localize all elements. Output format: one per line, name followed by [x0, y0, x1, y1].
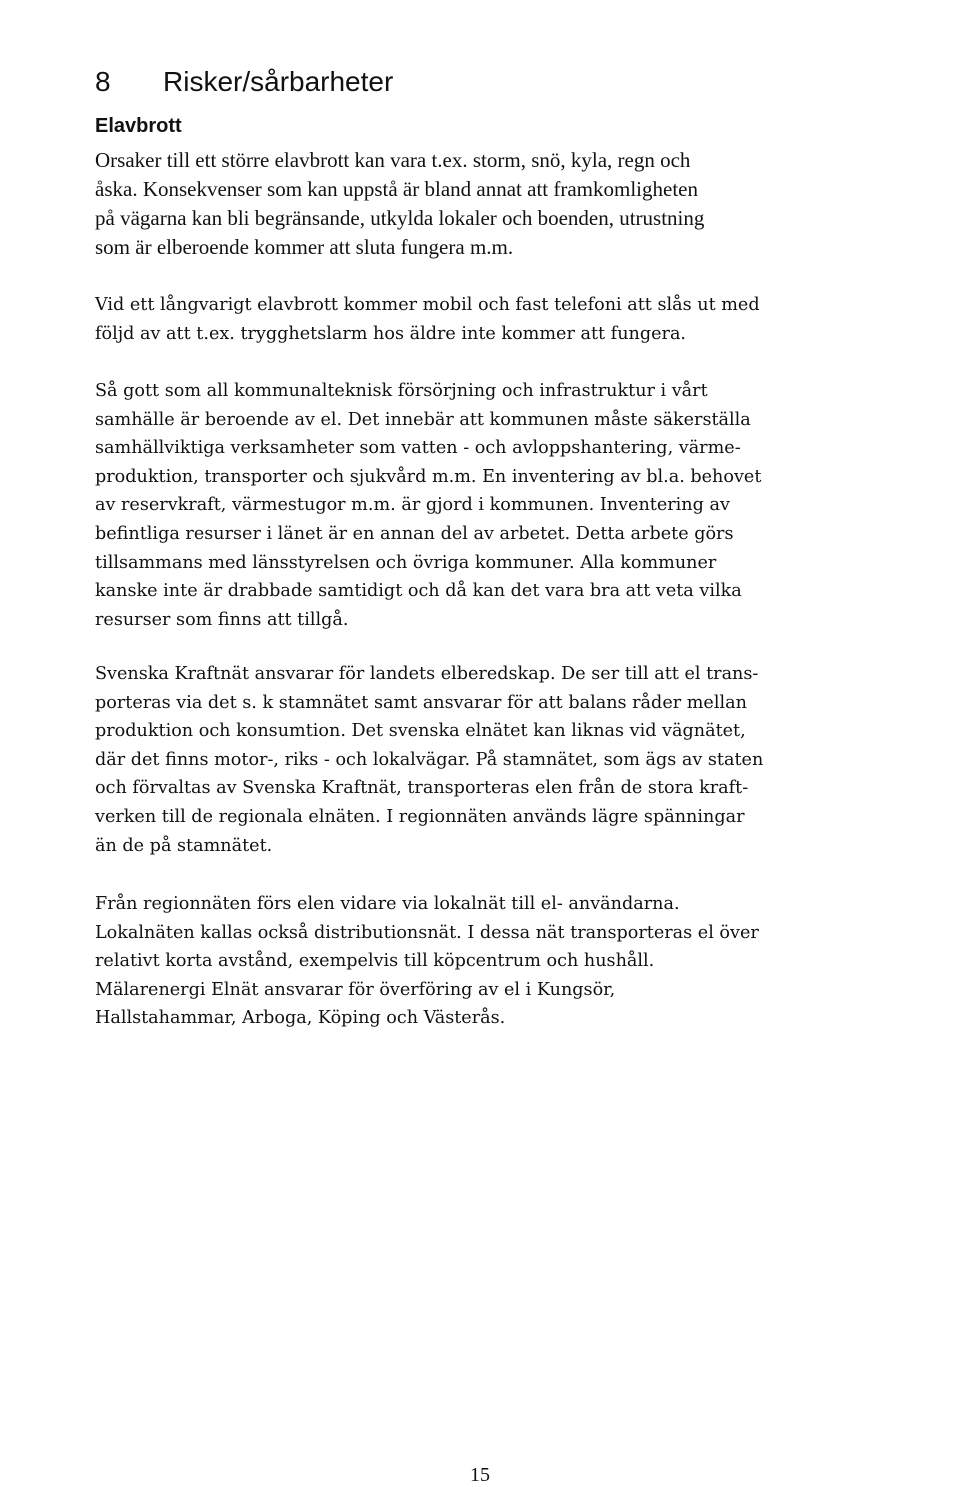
text-line: befintliga resurser i länet är en annan del av arbetet. Detta arbete görs: [95, 523, 734, 544]
text-line: av reservkraft, värmestugor m.m. är gjord i kommunen. Inventering av: [95, 495, 730, 516]
text-line: samhällviktiga verksamheter som vatten - och avloppshantering, värme-: [95, 438, 741, 459]
text-line: Mälarenergi Elnät ansvarar för överföring av el i Kungsör,: [95, 979, 616, 1000]
text-line: Orsaker till ett större elavbrott kan vara t.ex. storm, snö, kyla, regn och: [95, 148, 691, 172]
page-number: 15: [470, 1464, 490, 1486]
section-heading: Elavbrott: [95, 115, 182, 137]
text-line: Hallstahammar, Arboga, Köping och Västerås.: [95, 1008, 506, 1029]
text-line: som är elberoende kommer att sluta fungera m.m.: [95, 235, 514, 259]
paragraph-infrastructure: [95, 377, 865, 634]
text-line: än de på stamnätet.: [95, 835, 273, 856]
paragraph-local-network: [95, 890, 865, 1033]
chapter-heading: [95, 66, 393, 98]
text-line: porteras via det s. k stamnätet samt ansvarar för att balans råder mellan: [95, 692, 747, 713]
text-line: Svenska Kraftnät ansvarar för landets elberedskap. De ser till att el trans-: [95, 664, 759, 684]
text-line: åska. Konsekvenser som kan uppstå är bland annat att framkomligheten: [95, 177, 698, 201]
text-line: och förvaltas av Svenska Kraftnät, transporteras elen från de stora kraft-: [95, 778, 749, 799]
text-line: verken till de regionala elnäten. I regionnäten används lägre spänningar: [95, 806, 745, 827]
text-line: Lokalnäten kallas också distributionsnät. I dessa nät transporteras el över: [95, 922, 759, 943]
text-line: Vid ett långvarigt elavbrott kommer mobil och fast telefoni att slås ut med: [95, 295, 760, 315]
text-line: relativt korta avstånd, exempelvis till köpcentrum och hushåll.: [95, 951, 655, 972]
text-line: Så gott som all kommunalteknisk försörjning och infrastruktur i vårt: [95, 381, 708, 401]
chapter-title: Risker/sårbarheter: [163, 66, 394, 97]
text-line: samhälle är beroende av el. Det innebär att kommunen måste säkerställa: [95, 409, 751, 430]
text-line: följd av att t.ex. trygghetslarm hos äldre inte kommer att fungera.: [95, 323, 687, 344]
text-line: produktion, transporter och sjukvård m.m. En inventering av bl.a. behovet: [95, 466, 762, 487]
text-line: kanske inte är drabbade samtidigt och då kan det vara bra att veta vilka: [95, 581, 742, 602]
paragraph-telephony: [95, 291, 865, 348]
paragraph-causes: [95, 146, 865, 262]
text-line: tillsammans med länsstyrelsen och övriga kommuner. Alla kommuner: [95, 552, 717, 573]
text-line: där det finns motor-, riks - och lokalvägar. På stamnätet, som ägs av staten: [95, 749, 764, 770]
chapter-number: 8: [95, 66, 111, 97]
text-line: produktion och konsumtion. Det svenska elnätet kan liknas vid vägnätet,: [95, 721, 746, 742]
text-line: resurser som finns att tillgå.: [95, 609, 349, 630]
text-line: Från regionnäten förs elen vidare via lokalnät till el- användarna.: [95, 894, 680, 914]
text-line: på vägarna kan bli begränsande, utkylda lokaler och boenden, utrustning: [95, 206, 705, 230]
paragraph-svenska-kraftnat: [95, 660, 865, 860]
